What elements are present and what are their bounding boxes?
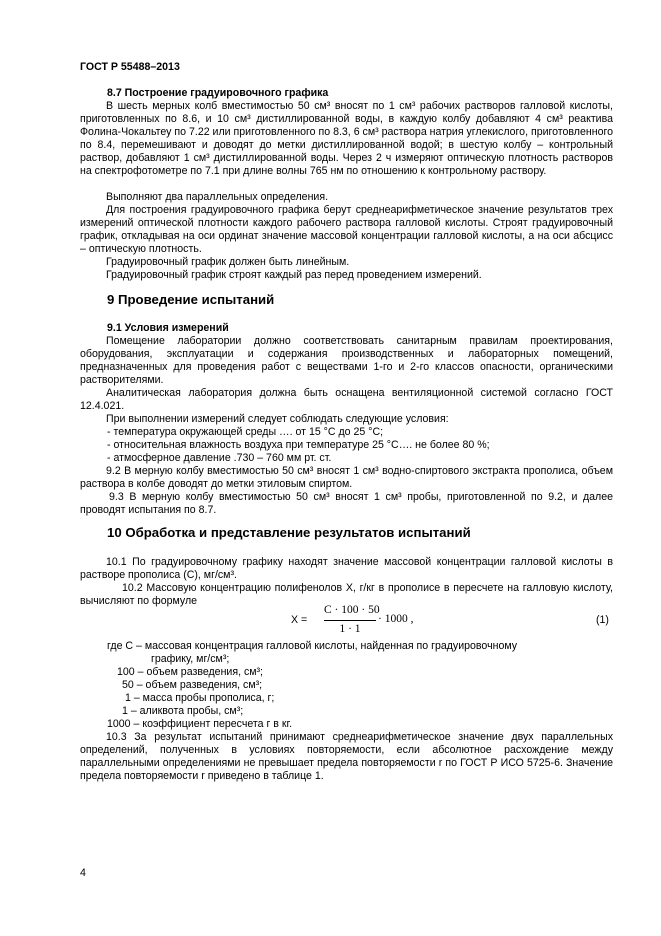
formula-denominator: 1 · 1 xyxy=(339,623,361,635)
where-c: где С – массовая концентрация галловой кислоты, найденная по градуировочному xyxy=(107,640,518,652)
section-9-2-paragraph: 9.2 В мерную колбу вместимостью 50 см³ вносят 1 см³ водно-спиртового экстракта прополиса, объем раствора в колбе доводят до метки этиловым спиртом. xyxy=(80,465,613,490)
section-8-7-paragraph-2: Выполняют два параллельных определения. xyxy=(106,191,329,203)
page-number: 4 xyxy=(80,867,86,879)
formula-tail: · 1000 , xyxy=(378,613,414,625)
section-8-7-paragraph-5: Градуировочный график строят каждый раз перед проведением измерений. xyxy=(106,269,482,281)
where-c-cont: графику, мг/см³; xyxy=(151,653,230,665)
formula-lhs: Х = xyxy=(291,614,308,626)
formula-numerator: C · 100 · 50 xyxy=(324,604,380,616)
condition-temperature: - температура окружающей среды …. от 15 °С до 25 °С; xyxy=(107,426,384,438)
section-10-title: 10 Обработка и представление результатов испытаний xyxy=(107,525,471,540)
where-1-mass: 1 – масса пробы прополиса, г; xyxy=(125,692,275,704)
section-9-title: 9 Проведение испытаний xyxy=(107,292,275,307)
where-50: 50 – объем разведения, см³; xyxy=(122,679,263,691)
section-9-3-paragraph: 9.3 В мерную колбу вместимостью 50 см³ вносят 1 см³ пробы, приготовленной по 9.2, и далее проводят испытания по 8.7. xyxy=(80,491,613,516)
section-10-3-paragraph: 10.3 За результат испытаний принимают среднеарифметическое значение двух параллельных определений, полученных в условиях повторяемости, если абсолютное расхождение между параллельными определениями не превышает предела повторяемости r по ГОСТ Р ИСО 5725-6. Значение предела повторяемости r приведено в таблице 1. xyxy=(80,731,613,782)
formula-fraction-line xyxy=(324,620,376,621)
where-1-aliquot: 1 – аликвота пробы, см³; xyxy=(122,705,244,717)
section-9-1-paragraph-3: При выполнении измерений следует соблюдать следующие условия: xyxy=(106,413,449,425)
condition-humidity: - относительная влажность воздуха при температуре 25 °С…. не более 80 %; xyxy=(107,439,490,451)
section-9-1-paragraph-1: Помещение лаборатории должно соответствовать санитарным правилам проектирования, оборудования, эксплуатации и содержания производственных и лабораторных помещений, предназначенных для проведения работ с веществами 1-го и 2-го классов опасности, органическими растворителями. xyxy=(80,335,613,386)
section-9-1-title: 9.1 Условия измерений xyxy=(107,322,229,334)
where-1000: 1000 – коэффициент пересчета г в кг. xyxy=(107,718,293,730)
section-10-2-paragraph: 10.2 Массовую концентрацию полифенолов Х, г/кг в прополисе в пересчете на галловую кислоту, вычисляют по формуле xyxy=(80,582,613,607)
where-100: 100 – объем разведения, см³; xyxy=(117,666,264,678)
section-9-1-paragraph-2: Аналитическая лаборатория должна быть оснащена вентиляционной системой согласно ГОСТ 12.4.021. xyxy=(80,387,613,412)
condition-pressure: - атмосферное давление .730 – 760 мм рт. ст. xyxy=(107,452,332,464)
section-10-1-paragraph: 10.1 По градуировочному графику находят значение массовой концентрации галловой кислоты в растворе прополиса (С), мг/см³. xyxy=(80,556,613,581)
document-header: ГОСТ Р 55488–2013 xyxy=(80,61,180,73)
formula-number: (1) xyxy=(596,614,609,626)
section-8-7-paragraph-1: В шесть мерных колб вместимостью 50 см³ вносят по 1 см³ рабочих растворов галловой кислоты, приготовленных по 8.6, и 10 см³ дистиллированной воды, в каждую колбу добавляют 4 см³ реактива Фолина-Чокальтеу по 7.22 или приготовленного по 8.3, 6 см³ раствора натрия углекислого, приготовленного по 8.4, перемешивают и доводят до метки дистиллированной водой; в шестую колбу – контрольный раствор, добавляют 1 см³ дистиллированной воды. Через 2 ч измеряют оптическую плотность растворов на спектрофотометре по 7.1 при длине волны 765 нм по отношению к контрольному раствору. xyxy=(80,100,613,177)
section-8-7-paragraph-4: Градуировочный график должен быть линейным. xyxy=(106,256,350,268)
section-8-7-title: 8.7 Построение градуировочного графика xyxy=(107,87,329,99)
section-8-7-paragraph-3: Для построения градуировочного графика берут среднеарифметическое значение результатов трех измерений оптической плотности каждого рабочего раствора галловой кислоты. Строят градуировочный график, откладывая на оси ординат значение массовой концентрации галловой кислоты, а на оси абсцисс – оптическую плотность. xyxy=(80,204,613,255)
